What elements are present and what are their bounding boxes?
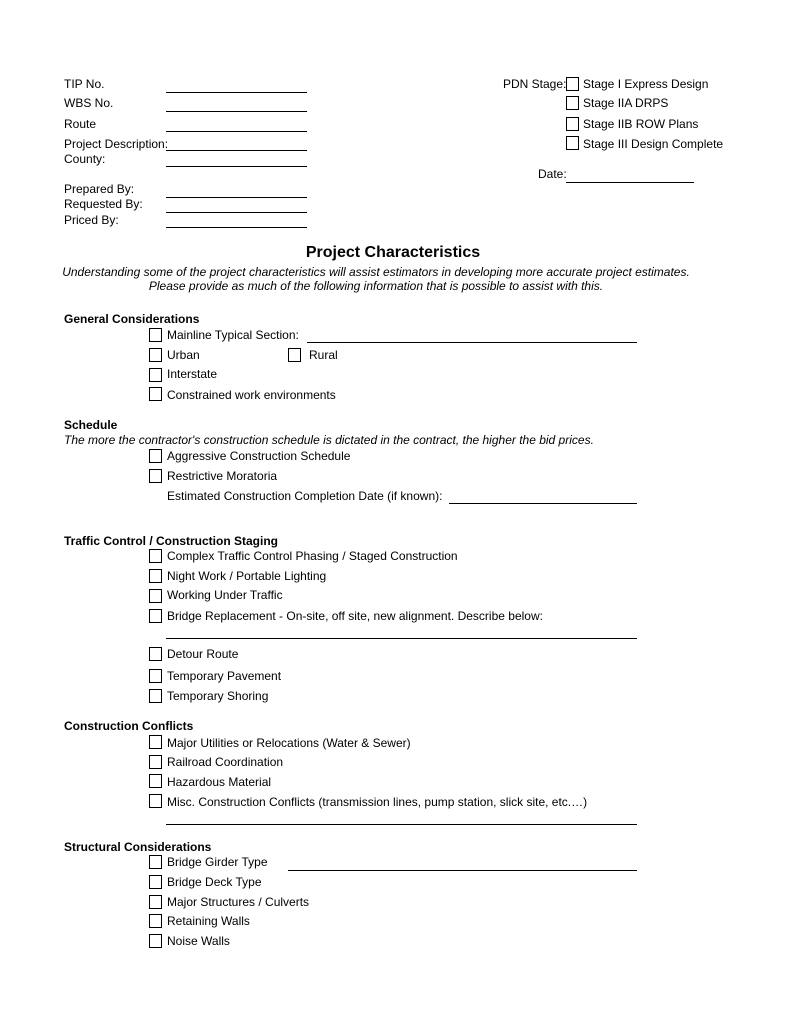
girder-type-checkbox[interactable] — [149, 855, 162, 869]
temporary-shoring-checkbox[interactable] — [149, 689, 162, 703]
structural-heading: Structural Considerations — [64, 840, 212, 854]
complex-traffic-label: Complex Traffic Control Phasing / Staged Construction — [167, 549, 458, 563]
county-field[interactable] — [166, 166, 307, 167]
urban-label: Urban — [167, 348, 200, 362]
tip-no-label: TIP No. — [64, 77, 105, 91]
major-utilities-label: Major Utilities or Relocations (Water & Sewer) — [167, 736, 411, 750]
route-label: Route — [64, 117, 97, 131]
misc-conflicts-field[interactable] — [166, 824, 637, 825]
stage-i-label: Stage I Express Design — [583, 77, 709, 91]
hazardous-checkbox[interactable] — [149, 774, 162, 788]
hazardous-label: Hazardous Material — [167, 775, 272, 789]
detour-route-label: Detour Route — [167, 647, 239, 661]
priced-by-field[interactable] — [166, 227, 307, 228]
date-field[interactable] — [566, 182, 694, 183]
prepared-by-label: Prepared By: — [64, 182, 135, 196]
girder-type-field[interactable] — [288, 870, 637, 871]
aggressive-schedule-checkbox[interactable] — [149, 449, 162, 463]
county-label: County: — [64, 152, 106, 166]
misc-conflicts-checkbox[interactable] — [149, 794, 162, 808]
mainline-checkbox[interactable] — [149, 328, 162, 342]
major-structures-checkbox[interactable] — [149, 895, 162, 909]
stage-iia-checkbox[interactable] — [566, 96, 579, 110]
intro-line-2: Please provide as much of the following information that is possible to assist with this. — [148, 279, 604, 293]
intro-line-1: Understanding some of the project characteristics will assist estimators in developing more accurate project estimates. — [62, 265, 690, 279]
working-under-traffic-label: Working Under Traffic — [167, 588, 283, 602]
temporary-shoring-label: Temporary Shoring — [167, 689, 269, 703]
urban-checkbox[interactable] — [149, 348, 162, 362]
interstate-label: Interstate — [167, 367, 218, 381]
tip-no-field[interactable] — [166, 92, 307, 93]
schedule-note: The more the contractor's construction schedule is dictated in the contract, the higher the bid prices. — [64, 433, 594, 447]
complex-traffic-checkbox[interactable] — [149, 549, 162, 563]
prepared-by-field[interactable] — [166, 197, 307, 198]
deck-type-label: Bridge Deck Type — [167, 875, 262, 889]
project-description-field[interactable] — [166, 150, 307, 151]
stage-iib-label: Stage IIB ROW Plans — [583, 117, 699, 131]
major-utilities-checkbox[interactable] — [149, 735, 162, 749]
requested-by-label: Requested By: — [64, 197, 143, 211]
stage-iib-checkbox[interactable] — [566, 117, 579, 131]
completion-date-label: Estimated Construction Completion Date (if known): — [167, 489, 443, 503]
major-structures-label: Major Structures / Culverts — [167, 895, 310, 909]
completion-date-field[interactable] — [449, 503, 637, 504]
aggressive-schedule-label: Aggressive Construction Schedule — [167, 449, 351, 463]
temporary-pavement-label: Temporary Pavement — [167, 669, 282, 683]
deck-type-checkbox[interactable] — [149, 875, 162, 889]
working-under-traffic-checkbox[interactable] — [149, 589, 162, 603]
constrained-label: Constrained work environments — [167, 388, 336, 402]
retaining-walls-checkbox[interactable] — [149, 914, 162, 928]
bridge-replacement-checkbox[interactable] — [149, 609, 162, 623]
priced-by-label: Priced By: — [64, 213, 119, 227]
noise-walls-label: Noise Walls — [167, 934, 230, 948]
bridge-replacement-field[interactable] — [166, 638, 637, 639]
wbs-no-label: WBS No. — [64, 96, 114, 110]
girder-type-label: Bridge Girder Type — [167, 855, 268, 869]
retaining-walls-label: Retaining Walls — [167, 914, 250, 928]
general-heading: General Considerations — [64, 312, 200, 326]
requested-by-field[interactable] — [166, 212, 307, 213]
detour-route-checkbox[interactable] — [149, 647, 162, 661]
constrained-checkbox[interactable] — [149, 387, 162, 401]
traffic-heading: Traffic Control / Construction Staging — [64, 534, 278, 548]
restrictive-moratoria-checkbox[interactable] — [149, 469, 162, 483]
mainline-field[interactable] — [307, 342, 637, 343]
route-field[interactable] — [166, 131, 307, 132]
rural-label: Rural — [309, 348, 338, 362]
conflicts-heading: Construction Conflicts — [64, 719, 194, 733]
misc-conflicts-label: Misc. Construction Conflicts (transmission lines, pump station, slick site, etc.…) — [167, 795, 588, 809]
night-work-label: Night Work / Portable Lighting — [167, 569, 327, 583]
mainline-label: Mainline Typical Section: — [167, 328, 299, 342]
schedule-heading: Schedule — [64, 418, 118, 432]
wbs-no-field[interactable] — [166, 111, 307, 112]
noise-walls-checkbox[interactable] — [149, 934, 162, 948]
rural-checkbox[interactable] — [288, 348, 301, 362]
stage-iii-label: Stage III Design Complete — [583, 137, 724, 151]
stage-iia-label: Stage IIA DRPS — [583, 96, 669, 110]
date-label: Date: — [538, 167, 567, 181]
stage-iii-checkbox[interactable] — [566, 136, 579, 150]
temporary-pavement-checkbox[interactable] — [149, 669, 162, 683]
railroad-label: Railroad Coordination — [167, 755, 284, 769]
project-description-label: Project Description: — [64, 137, 169, 151]
stage-i-checkbox[interactable] — [566, 77, 579, 91]
railroad-checkbox[interactable] — [149, 755, 162, 769]
restrictive-moratoria-label: Restrictive Moratoria — [167, 469, 278, 483]
night-work-checkbox[interactable] — [149, 569, 162, 583]
interstate-checkbox[interactable] — [149, 368, 162, 382]
pdn-stage-label: PDN Stage: — [503, 77, 567, 91]
bridge-replacement-label: Bridge Replacement - On-site, off site, new alignment. Describe below: — [167, 609, 543, 623]
page-title: Project Characteristics — [305, 244, 481, 261]
